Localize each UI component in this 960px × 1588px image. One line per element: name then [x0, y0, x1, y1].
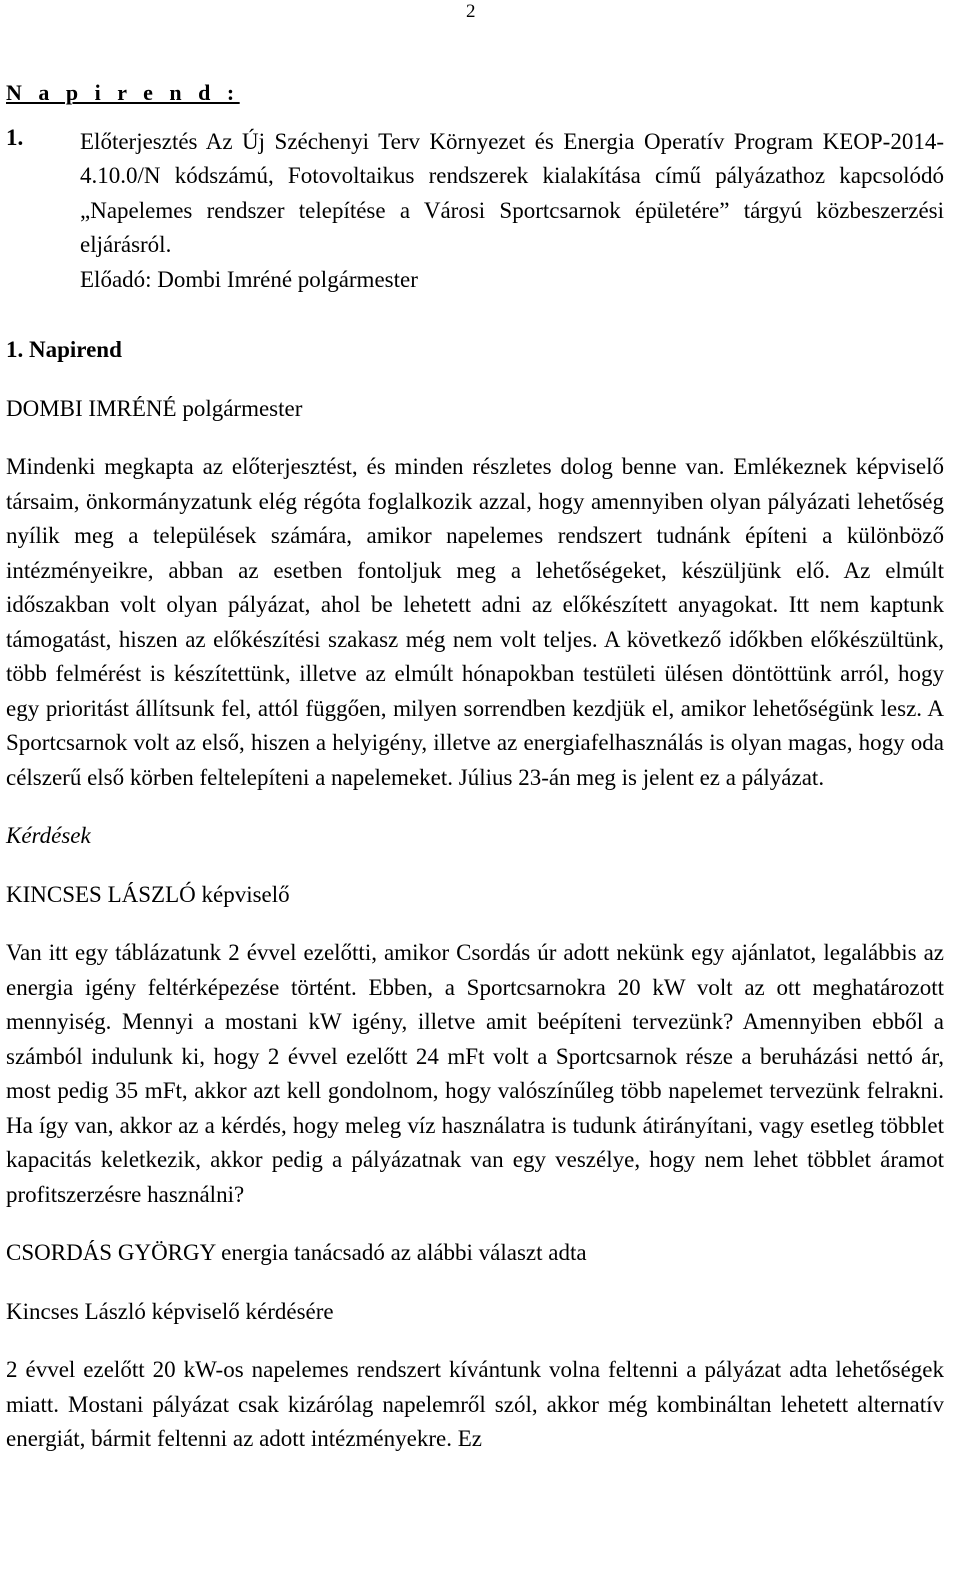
agenda-item-text: Előterjesztés Az Új Széchenyi Terv Környezet és Energia Operatív Program KEOP-2014-4.10.0/N kódszámú, Fotovoltaikus rendszerek kialakítása című pályázathoz kapcsolódó „Napelemes rendszer telepítése a Városi Sportcsarnok épületére” tárgyú közbeszerzési eljárásról. [80, 128, 944, 257]
paragraph-dombi: Mindenki megkapta az előterjesztést, és minden részletes dolog benne van. Emlékeznek képviselő társaim, önkormányzatunk elég régóta foglalkozik azzal, hogy amennyiben olyan pályázati lehetőség nyílik meg a települések számára, amikor napelemes rendszert tudnánk építeni a különböző intézményeikre, abban az esetben fontoljuk meg a lehetőségeket, készüljünk elő. Az elmúlt időszakban volt olyan pályázat, ahol be lehetett adni az előkészített anyagokat. Itt nem kaptunk támogatást, hiszen az előkészítési szakasz még nem volt teljes. A következő időkben előkészültünk, több felmérést is készítettünk, illetve az elmúlt hónapokban testületi ülésen döntöttünk arról, hogy egy prioritást állítsunk fel, attól függően, milyen sorrendben kezdjük el, amikor lehetőségünk lesz. A Sportcsarnok volt az első, hiszen a helyigény, illetve az energiafelhasználás is olyan magas, hogy oda célszerű első körben feltelepíteni a napelemeket. Július 23-án meg is jelent ez a pályázat. [6, 454, 944, 790]
questions-label: Kérdések [6, 823, 91, 848]
speaker-csordas: CSORDÁS GYÖRGY energia tanácsadó az alábbi választ adta [6, 1240, 587, 1265]
document-body [6, 62, 944, 1457]
speaker-csordas-subtitle: Kincses László képviselő kérdésére [6, 1298, 334, 1324]
speaker-dombi: DOMBI IMRÉNÉ polgármester [6, 395, 303, 421]
agenda-heading: N a p i r e n d : [6, 80, 240, 105]
agenda-presenter: Előadó: Dombi Imréné polgármester [80, 266, 418, 292]
agenda-item-number: 1. [6, 124, 24, 150]
paragraph-kincses: Van itt egy táblázatunk 2 évvel ezelőtti, amikor Csordás úr adott nekünk egy ajánlatot, legalábbis az energia igény feltérképezése történt. Ebben, a Sportcsarnokra 20 kW volt az ott meghatározott mennyiség. Mennyi a mostani kW igény, illetve amit beépíteni tervezünk? Amennyiben ebből a számból indulunk ki, hogy 2 évvel ezelőtt 24 mFt volt a Sportcsarnok része a beruházási nettó ár, most pedig 35 mFt, akkor azt kell gondolnom, hogy valószínűleg több napelemet tervezünk felrakni. Ha így van, akkor az a kérdés, hogy meleg víz használatra is tudunk átirányítani, vagy esetleg többlet kapacitás keletkezik, akkor pedig a pályázatnak van egy veszélye, hogy nem lehet többlet áramot profitszerzésre használni? [6, 940, 944, 1207]
speaker-kincses: KINCSES LÁSZLÓ képviselő [6, 881, 290, 907]
section-title: 1. Napirend [6, 337, 122, 362]
paragraph-csordas: 2 évvel ezelőtt 20 kW-os napelemes rendszert kívántunk volna feltenni a pályázat adta lehetőségek miatt. Mostani pályázat csak kizárólag napelemről szól, akkor még kombináltan lehetett alternatív energiát, bármit feltenni az adott intézményekre. Ez [6, 1357, 944, 1451]
agenda-item [6, 125, 944, 263]
page-number: 2 [466, 1, 476, 22]
